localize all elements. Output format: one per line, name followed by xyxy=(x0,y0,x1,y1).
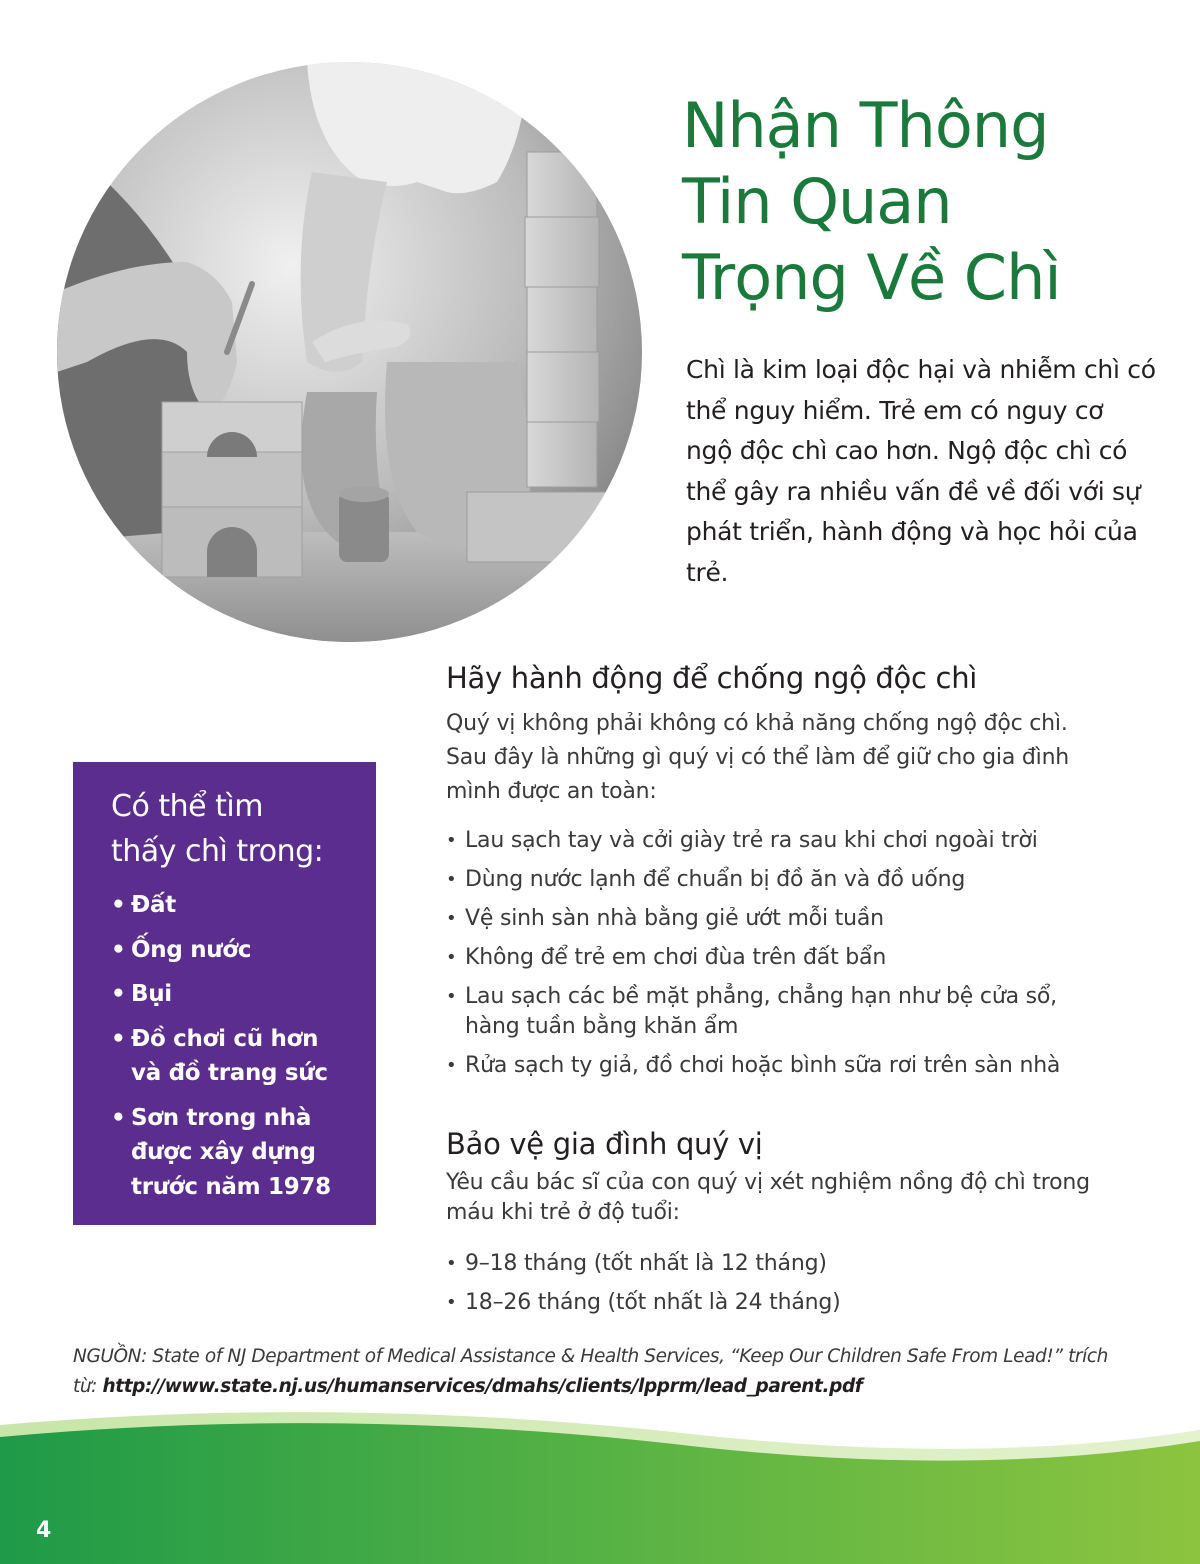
action-heading: Hãy hành động để chống ngộ độc chì xyxy=(446,661,978,695)
page-number: 4 xyxy=(36,1518,52,1543)
lead-sources-list xyxy=(111,888,356,1204)
page-title xyxy=(682,88,1182,316)
list-item: • Lau sạch tay và cởi giày trẻ ra sau khi chơi ngoài trời xyxy=(446,826,1146,856)
source-citation: NGUỒN: State of NJ Department of Medical Assistance & Health Services, “Keep Our Children Safe From Lead!” trích từ: http://www.state.nj.us/humanservices/dmahs/clients/lpprm/lead_parent.pdf xyxy=(73,1346,1108,1397)
title-line: Tin Quan xyxy=(682,165,952,238)
list-item: • Dùng nước lạnh để chuẩn bị đồ ăn và đồ uống xyxy=(446,865,1146,895)
protect-list xyxy=(446,1249,1146,1327)
action-list xyxy=(446,826,1146,1090)
list-item: • 18–26 tháng (tốt nhất là 24 tháng) xyxy=(446,1288,1146,1318)
footer-green-wave xyxy=(0,1395,1200,1564)
list-item: • Đồ chơi cũ hơn và đồ trang sức xyxy=(111,1022,356,1091)
list-item: • Rửa sạch ty giả, đồ chơi hoặc bình sữa rơi trên sàn nhà xyxy=(446,1051,1146,1081)
children-playing-blocks-photo xyxy=(57,62,642,642)
source-link[interactable]: http://www.state.nj.us/humanservices/dmahs/clients/lpprm/lead_parent.pdf xyxy=(102,1376,863,1397)
list-item: • Bụi xyxy=(111,977,356,1012)
list-item: • 9–18 tháng (tốt nhất là 12 tháng) xyxy=(446,1249,1146,1279)
intro-paragraph: Chì là kim loại độc hại và nhiễm chì có thể nguy hiểm. Trẻ em có nguy cơ ngộ độc chì cao hơn. Ngộ độc chì có thể gây ra nhiều vấn đề về đối với sự phát triển, hành động và học hỏi của trẻ. xyxy=(686,355,1156,587)
protect-heading: Bảo vệ gia đình quý vị xyxy=(446,1127,763,1161)
lead-sources-box xyxy=(73,762,376,1225)
list-item: • Ống nước xyxy=(111,933,356,968)
title-line: Nhận Thông xyxy=(682,89,1049,162)
list-item: • Vệ sinh sàn nhà bằng giẻ ướt mỗi tuần xyxy=(446,904,1146,934)
list-item: • Sơn trong nhà được xây dựng trước năm 1978 xyxy=(111,1101,356,1205)
list-item: • Đất xyxy=(111,888,356,923)
lead-sources-heading: Có thể tìm thấy chì trong: xyxy=(111,789,324,869)
list-item: • Lau sạch các bề mặt phẳng, chẳng hạn như bệ cửa sổ, hàng tuần bằng khăn ẩm xyxy=(446,982,1146,1042)
list-item: • Không để trẻ em chơi đùa trên đất bẩn xyxy=(446,943,1146,973)
title-line: Trọng Về Chì xyxy=(682,241,1061,314)
action-paragraph: Quý vị không phải không có khả năng chống ngộ độc chì. Sau đây là những gì quý vị có thể làm để giữ cho gia đình mình được an toàn: xyxy=(446,711,1070,804)
protect-paragraph: Yêu cầu bác sĩ của con quý vị xét nghiệm nồng độ chì trong máu khi trẻ ở độ tuổi: xyxy=(446,1170,1090,1225)
